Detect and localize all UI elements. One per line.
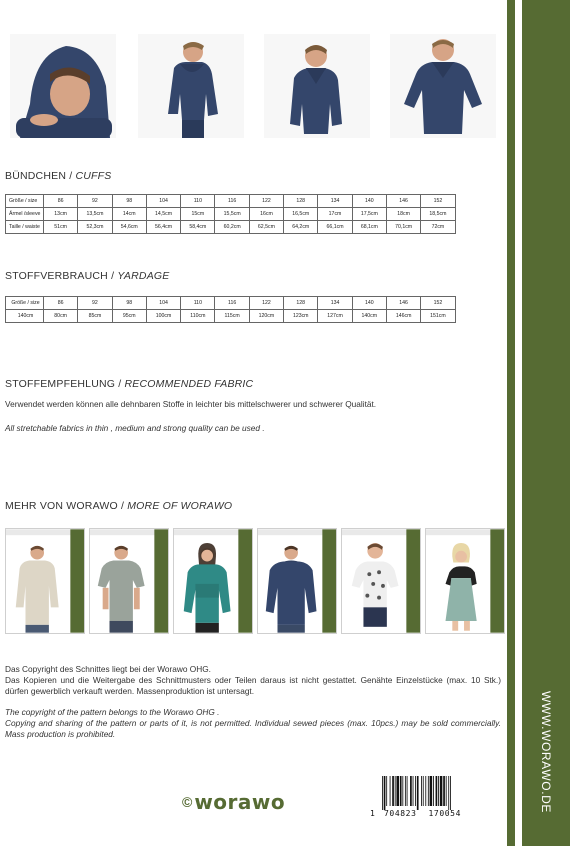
table-cell: 66,1cm [318,221,352,234]
table-cell: 128 [284,195,318,208]
table-cell: 140cm [352,310,386,323]
table-cell: 122 [249,297,283,310]
table-cell: 15,5cm [215,208,249,221]
table-cell: 152 [421,297,455,310]
table-cell: 52,3cm [78,221,112,234]
cover-tshirt-man[interactable] [89,528,169,634]
cuffs-table [5,194,456,234]
table-cell: 128 [284,297,318,310]
table-cell: 16cm [249,208,283,221]
table-cell: 134 [318,297,352,310]
table-cell: 120cm [249,310,283,323]
table-cell: 14cm [112,208,146,221]
cover-long-sleeve-man[interactable] [5,528,85,634]
table-cell: 68,1cm [352,221,386,234]
table-cell: 146cm [386,310,420,323]
more-heading: MEHR VON WORAWO / MORE OF WORAWO [5,500,233,512]
table-cell: 70,1cm [386,221,420,234]
cover-hoodie-man[interactable] [257,528,337,634]
photo-boy-front-side [264,34,370,138]
table-cell: 104 [146,195,180,208]
table-cell: 104 [146,297,180,310]
photo-boy-hood-lying [10,34,116,138]
photo-row [10,34,500,138]
table-cell: 86 [44,195,78,208]
table-cell: 110 [181,297,215,310]
table-cell: 60,2cm [215,221,249,234]
table-cell: 151cm [421,310,455,323]
table-cell: Größe / size [6,195,44,208]
barcode-number [370,809,506,818]
table-cell: 85cm [78,310,112,323]
barcode-digit-first: 1 [370,809,375,818]
cuffs-heading: BÜNDCHEN / CUFFS [5,170,112,182]
table-cell: 100cm [146,310,180,323]
table-cell: 146 [386,297,420,310]
table-cell: Taille / waiste [6,221,44,234]
table-cell: 127cm [318,310,352,323]
table-cell: 13,5cm [78,208,112,221]
pattern-catalog [5,528,501,634]
table-cell: 13cm [44,208,78,221]
side-url-text: WWW.WORAWO.DE [539,691,553,813]
table-cell: Ärmel /sleeve [6,208,44,221]
table-row [6,208,456,221]
table-cell: 116 [215,195,249,208]
table-cell: 92 [78,297,112,310]
table-cell: 110cm [181,310,215,323]
worawo-logo [182,790,285,814]
table-cell: 17cm [318,208,352,221]
table-row [6,297,456,310]
table-cell: 140cm [6,310,44,323]
photo-boy-front [390,34,496,138]
cover-tshirt-boy[interactable] [341,528,421,634]
copyright-de-line2: Das Kopieren und die Weitergabe des Schnittmusters oder Teilen daraus ist nicht gestattet. Genähte Einzelstücke (max. 10 Stk.) dürfen gewerblich verkauft werden. Massenproduktion ist untersagt. [5,675,501,696]
table-cell: 64,2cm [284,221,318,234]
logo-wordmark: worawo [194,790,286,814]
yardage-table [5,296,456,323]
photo-boy-back [138,34,244,138]
table-cell: 140 [352,195,386,208]
barcode-group-left: 704823 [384,809,417,818]
fabric-text-de: Verwendet werden können alle dehnbaren Stoffe in leichter bis mittelschwerer und schwerer Qualität. [5,399,377,409]
table-cell: 56,4cm [146,221,180,234]
cover-hoodie-woman[interactable] [173,528,253,634]
table-row [6,221,456,234]
table-cell: 95cm [112,310,146,323]
table-cell: 58,4cm [181,221,215,234]
cover-dress-girl[interactable] [425,528,505,634]
table-cell: 15cm [181,208,215,221]
copyright-en-line1: The copyright of the pattern belongs to the Worawo OHG . [5,707,220,717]
table-cell: 134 [318,195,352,208]
fabric-text-en: All stretchable fabrics in thin , medium and strong quality can be used . [5,423,265,433]
table-cell: 92 [78,195,112,208]
table-cell: 72cm [421,221,455,234]
table-cell: 54,6cm [112,221,146,234]
copyright-symbol: © [182,794,193,810]
table-cell: 146 [386,195,420,208]
barcode-group-right: 170054 [428,809,461,818]
table-cell: 123cm [284,310,318,323]
table-cell: 110 [181,195,215,208]
table-cell: 116 [215,297,249,310]
table-cell: Größe / size [6,297,44,310]
table-row [6,310,456,323]
table-cell: 115cm [215,310,249,323]
table-cell: 16,5cm [284,208,318,221]
table-cell: 51cm [44,221,78,234]
table-cell: 80cm [44,310,78,323]
copyright-en-line2: Copying and sharing of the pattern or parts of it, is not permitted. Individual sewed pieces (max. 10pcs.) may be sold commercially. Mass production is prohibited. [5,718,501,739]
fabric-heading: STOFFEMPFEHLUNG / RECOMMENDED FABRIC [5,378,254,390]
copyright-de-line1: Das Copyright des Schnittes liegt bei der Worawo OHG. [5,664,211,674]
green-stripe-thin [507,0,515,846]
table-cell: 17,5cm [352,208,386,221]
table-cell: 18cm [386,208,420,221]
yardage-heading: STOFFVERBRAUCH / YARDAGE [5,270,170,282]
table-cell: 18,5cm [421,208,455,221]
table-cell: 98 [112,297,146,310]
table-row [6,195,456,208]
table-cell: 152 [421,195,455,208]
table-cell: 62,5cm [249,221,283,234]
table-cell: 140 [352,297,386,310]
table-cell: 14,5cm [146,208,180,221]
table-cell: 122 [249,195,283,208]
table-cell: 98 [112,195,146,208]
table-cell: 86 [44,297,78,310]
